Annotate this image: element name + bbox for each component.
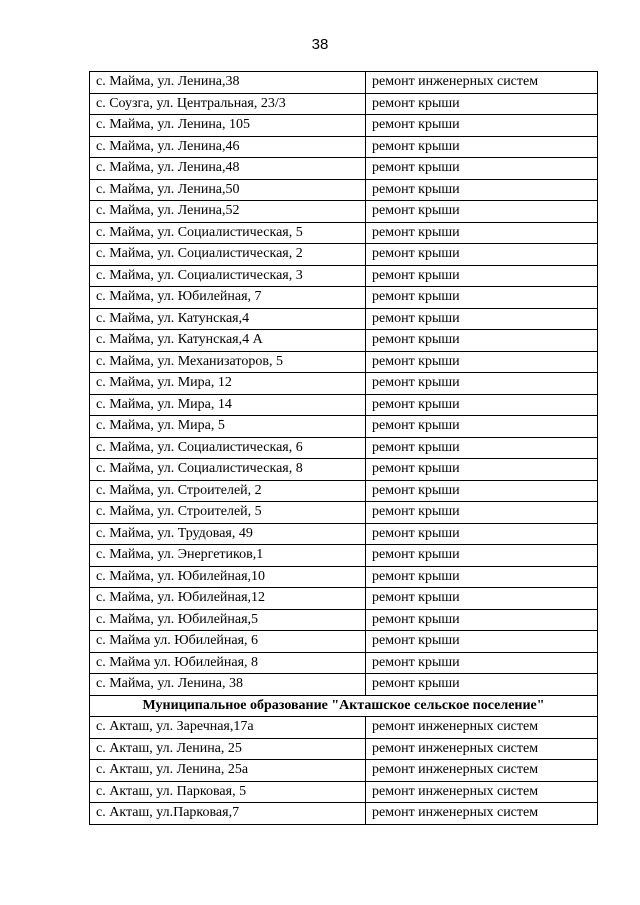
work-type-cell: ремонт инженерных систем bbox=[366, 717, 598, 739]
work-type-cell: ремонт крыши bbox=[366, 459, 598, 481]
work-type-cell: ремонт крыши bbox=[366, 609, 598, 631]
repair-works-table bbox=[89, 71, 598, 825]
work-type-cell: ремонт крыши bbox=[366, 351, 598, 373]
address-cell: с. Акташ, ул. Ленина, 25а bbox=[90, 760, 366, 782]
work-type-cell: ремонт крыши bbox=[366, 158, 598, 180]
section-heading-row bbox=[90, 695, 598, 717]
table-row bbox=[90, 115, 598, 137]
address-cell: с. Майма ул. Юбилейная, 8 bbox=[90, 652, 366, 674]
table-row bbox=[90, 588, 598, 610]
work-type-cell: ремонт крыши bbox=[366, 179, 598, 201]
table-row bbox=[90, 330, 598, 352]
address-cell: с. Майма, ул. Механизаторов, 5 bbox=[90, 351, 366, 373]
address-cell: с. Майма, ул. Ленина,52 bbox=[90, 201, 366, 223]
work-type-cell: ремонт крыши bbox=[366, 502, 598, 524]
table-row bbox=[90, 244, 598, 266]
address-cell: с. Майма, ул. Социалистическая, 6 bbox=[90, 437, 366, 459]
address-cell: с. Акташ, ул. Ленина, 25 bbox=[90, 738, 366, 760]
table-row bbox=[90, 201, 598, 223]
work-type-cell: ремонт крыши bbox=[366, 244, 598, 266]
page-number: 38 bbox=[311, 36, 329, 53]
work-type-cell: ремонт крыши bbox=[366, 545, 598, 567]
address-cell: с. Майма, ул. Социалистическая, 3 bbox=[90, 265, 366, 287]
table-row bbox=[90, 416, 598, 438]
table-row bbox=[90, 265, 598, 287]
address-cell: с. Майма, ул. Ленина, 38 bbox=[90, 674, 366, 696]
address-cell: с. Майма, ул. Юбилейная,10 bbox=[90, 566, 366, 588]
address-cell: с. Майма, ул. Строителей, 2 bbox=[90, 480, 366, 502]
address-cell: с. Майма, ул. Катунская,4 А bbox=[90, 330, 366, 352]
table-row bbox=[90, 523, 598, 545]
address-cell: с. Майма, ул. Юбилейная,12 bbox=[90, 588, 366, 610]
table-row bbox=[90, 287, 598, 309]
table-row bbox=[90, 373, 598, 395]
work-type-cell: ремонт крыши bbox=[366, 136, 598, 158]
table-row bbox=[90, 760, 598, 782]
table-row bbox=[90, 674, 598, 696]
address-cell: с. Майма, ул. Строителей, 5 bbox=[90, 502, 366, 524]
address-cell: с. Акташ, ул. Заречная,17а bbox=[90, 717, 366, 739]
work-type-cell: ремонт крыши bbox=[366, 588, 598, 610]
table-row bbox=[90, 480, 598, 502]
work-type-cell: ремонт крыши bbox=[366, 330, 598, 352]
table-row bbox=[90, 652, 598, 674]
table-row bbox=[90, 351, 598, 373]
work-type-cell: ремонт крыши bbox=[366, 416, 598, 438]
address-cell: с. Майма, ул. Мира, 12 bbox=[90, 373, 366, 395]
work-type-cell: ремонт крыши bbox=[366, 523, 598, 545]
work-type-cell: ремонт крыши bbox=[366, 480, 598, 502]
table-row bbox=[90, 179, 598, 201]
work-type-cell: ремонт инженерных систем bbox=[366, 72, 598, 94]
address-cell: с. Акташ, ул.Парковая,7 bbox=[90, 803, 366, 825]
address-cell: с. Майма, ул. Юбилейная,5 bbox=[90, 609, 366, 631]
table-row bbox=[90, 803, 598, 825]
address-cell: с. Майма, ул. Катунская,4 bbox=[90, 308, 366, 330]
table-row bbox=[90, 437, 598, 459]
work-type-cell: ремонт крыши bbox=[366, 631, 598, 653]
work-type-cell: ремонт крыши bbox=[366, 287, 598, 309]
address-cell: с. Майма, ул. Ленина,48 bbox=[90, 158, 366, 180]
table-row bbox=[90, 222, 598, 244]
address-cell: с. Майма, ул. Ленина,46 bbox=[90, 136, 366, 158]
address-cell: с. Майма, ул. Энергетиков,1 bbox=[90, 545, 366, 567]
table-row bbox=[90, 566, 598, 588]
work-type-cell: ремонт инженерных систем bbox=[366, 738, 598, 760]
address-cell: с. Акташ, ул. Парковая, 5 bbox=[90, 781, 366, 803]
work-type-cell: ремонт крыши bbox=[366, 201, 598, 223]
address-cell: с. Майма, ул. Социалистическая, 5 bbox=[90, 222, 366, 244]
address-cell: с. Майма, ул. Мира, 14 bbox=[90, 394, 366, 416]
work-type-cell: ремонт крыши bbox=[366, 93, 598, 115]
work-type-cell: ремонт крыши bbox=[366, 674, 598, 696]
work-type-cell: ремонт инженерных систем bbox=[366, 760, 598, 782]
table-row bbox=[90, 459, 598, 481]
repair-works-table-body bbox=[90, 72, 598, 825]
table-row bbox=[90, 738, 598, 760]
address-cell: с. Майма, ул. Юбилейная, 7 bbox=[90, 287, 366, 309]
table-row bbox=[90, 631, 598, 653]
work-type-cell: ремонт крыши bbox=[366, 652, 598, 674]
table-row bbox=[90, 308, 598, 330]
table-row bbox=[90, 717, 598, 739]
work-type-cell: ремонт крыши bbox=[366, 394, 598, 416]
work-type-cell: ремонт крыши bbox=[366, 115, 598, 137]
address-cell: с. Майма, ул. Трудовая, 49 bbox=[90, 523, 366, 545]
work-type-cell: ремонт инженерных систем bbox=[366, 781, 598, 803]
table-row bbox=[90, 72, 598, 94]
work-type-cell: ремонт инженерных систем bbox=[366, 803, 598, 825]
work-type-cell: ремонт крыши bbox=[366, 222, 598, 244]
address-cell: с. Майма, ул. Ленина,38 bbox=[90, 72, 366, 94]
table-row bbox=[90, 394, 598, 416]
address-cell: с. Майма, ул. Социалистическая, 2 bbox=[90, 244, 366, 266]
address-cell: с. Майма, ул. Мира, 5 bbox=[90, 416, 366, 438]
work-type-cell: ремонт крыши bbox=[366, 566, 598, 588]
table-row bbox=[90, 93, 598, 115]
address-cell: с. Майма, ул. Социалистическая, 8 bbox=[90, 459, 366, 481]
table-row bbox=[90, 136, 598, 158]
table-row bbox=[90, 158, 598, 180]
address-cell: с. Майма, ул. Ленина,50 bbox=[90, 179, 366, 201]
address-cell: с. Майма ул. Юбилейная, 6 bbox=[90, 631, 366, 653]
section-heading: Муниципальное образование "Акташское сельское поселение" bbox=[90, 695, 598, 717]
address-cell: с. Соузга, ул. Центральная, 23/3 bbox=[90, 93, 366, 115]
table-row bbox=[90, 781, 598, 803]
work-type-cell: ремонт крыши bbox=[366, 437, 598, 459]
work-type-cell: ремонт крыши bbox=[366, 265, 598, 287]
table-row bbox=[90, 545, 598, 567]
table-row bbox=[90, 609, 598, 631]
work-type-cell: ремонт крыши bbox=[366, 373, 598, 395]
address-cell: с. Майма, ул. Ленина, 105 bbox=[90, 115, 366, 137]
work-type-cell: ремонт крыши bbox=[366, 308, 598, 330]
table-row bbox=[90, 502, 598, 524]
